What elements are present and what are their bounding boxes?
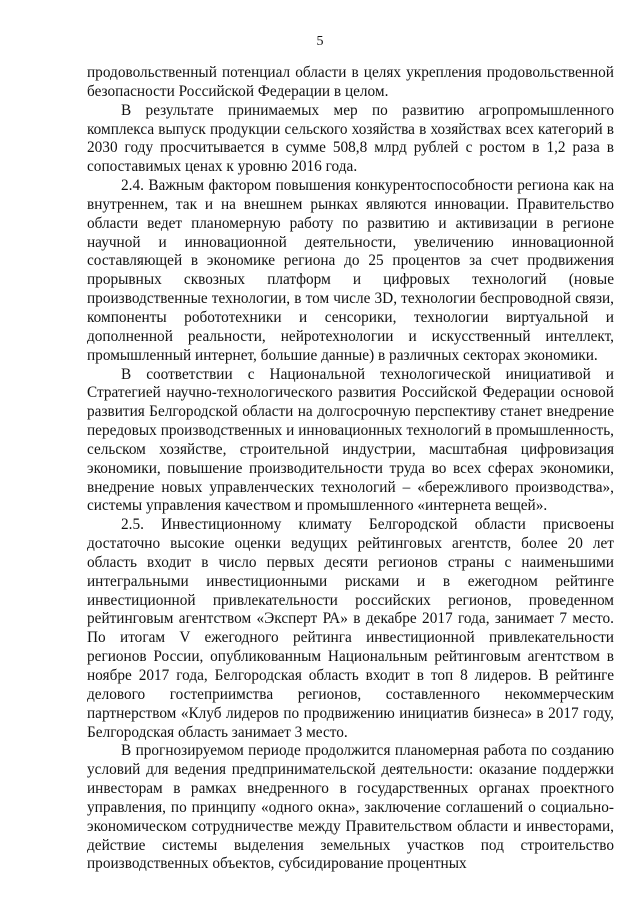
page-number: 5: [316, 34, 324, 49]
paragraph-continuation: продовольственный потенциал области в целях укрепления продовольственной безопасности Российской Федерации в целом.: [87, 64, 614, 100]
paragraph-national-initiative: В соответствии с Национальной технологической инициативой и Стратегией научно-технологического развития Российской Федерации основой развития Белгородской области на долгосрочную перспективу станет внедрение передовых производственных и инновационных технологий в промышленность, сельском хозяйстве, строительной индустрии, масштабная цифровизация экономики, повышение производительности труда во всех сферах экономики, внедрение новых управленческих технологий – «бережливого производства», системы управления качеством и промышленного «интернета вещей».: [87, 365, 614, 515]
document-body: [87, 64, 614, 874]
paragraph-business-support: В прогнозируемом периоде продолжится планомерная работа по созданию условий для ведения предпринимательской деятельности: оказание поддержки инвесторам в рамках внедренного в государственных органах проектного управления, по принципу «одного окна», заключение соглашений о социально-экономическом сотрудничестве между Правительством области и инвесторами, действие системы выделения земельных участков под строительство производственных объектов, субсидирование процентных: [87, 742, 614, 873]
paragraph-innovation: 2.4. Важным фактором повышения конкурентоспособности региона как на внутреннем, так и на внешнем рынках являются инновации. Правительство области ведет планомерную работу по развитию и активизации в регионе научной и инновационной деятельности, увеличению инновационной составляющей в экономике региона до 25 процентов за счет продвижения прорывных сквозных платформ и цифровых технологий (новые производственные технологии, в том числе 3D, технологии беспроводной связи, компоненты робототехники и сенсорики, технологии виртуальной и дополненной реальности, нейротехнологии и искусственный интеллект, промышленный интернет, большие данные) в различных секторах экономики.: [87, 177, 614, 364]
paragraph-agro-output: В результате принимаемых мер по развитию агропромышленного комплекса выпуск продукции сельского хозяйства в хозяйствах всех категорий в 2030 году просчитывается в сумме 508,8 млрд рублей с ростом в 1,2 раза в сопоставимых ценах к уровню 2016 года.: [87, 101, 614, 176]
paragraph-investment-climate: 2.5. Инвестиционному климату Белгородской области присвоены достаточно высокие оценки ведущих рейтинговых агентств, более 20 лет область входит в число первых десяти регионов страны с наименьшими интегральными инвестиционными рисками и в ежегодном рейтинге инвестиционной привлекательности российских регионов, проведенном рейтинговым агентством «Эксперт РА» в декабре 2017 года, занимает 7 место. По итогам V ежегодного рейтинга инвестиционной привлекательности регионов России, опубликованным Национальным рейтинговым агентством в ноябре 2017 года, Белгородская область входит в топ 8 лидеров. В рейтинге делового гостеприимства регионов, составленного некоммерческим партнерством «Клуб лидеров по продвижению инициатив бизнеса» в 2017 году, Белгородская область занимает 3 место.: [87, 516, 614, 741]
